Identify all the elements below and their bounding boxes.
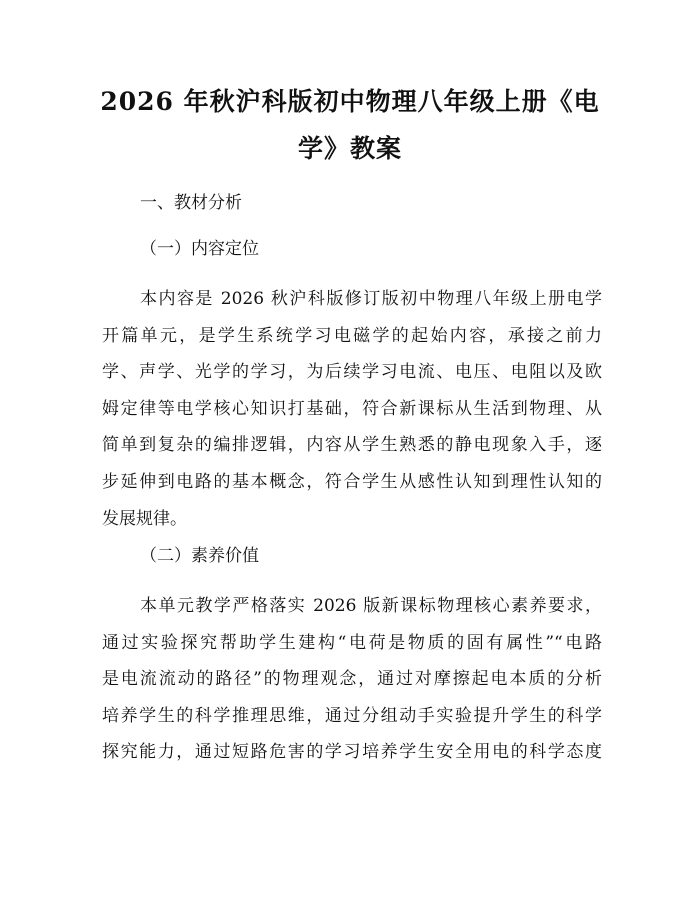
paragraph-line: 学、声学、光学的学习，为后续学习电流、电压、电阻以及欧	[102, 362, 602, 383]
title-line: 学》教案	[297, 134, 402, 163]
title-line: 2026 年秋沪科版初中物理八年级上册《电	[100, 87, 600, 116]
paragraph-line: 培养学生的科学推理思维，通过分组动手实验提升学生的科学	[102, 705, 602, 726]
paragraph-line: 通过实验探究帮助学生建构“电荷是物质的固有属性”“电路	[102, 632, 602, 653]
paragraph-line: 探究能力，通过短路危害的学习培养学生安全用电的科学态度	[102, 742, 602, 763]
paragraph-line: 开篇单元，是学生系统学习电磁学的起始内容，承接之前力	[102, 325, 602, 346]
section-heading-teaching-material-analysis: 一、教材分析	[140, 193, 242, 213]
paragraph-literacy-value	[102, 594, 602, 777]
paragraph-line: 姆定律等电学核心知识打基础，符合新课标从生活到物理、从	[102, 398, 602, 419]
paragraph-line: 本单元教学严格落实 2026 版新课标物理核心素养要求，	[140, 596, 602, 616]
subsection-heading-content-positioning: （一）内容定位	[140, 239, 259, 259]
paragraph-line: 步延伸到电路的基本概念，符合学生从感性认知到理性认知的	[102, 471, 602, 492]
paragraph-line: 发展规律。	[102, 508, 187, 529]
paragraph-line: 简单到复杂的编排逻辑，内容从学生熟悉的静电现象入手，逐	[102, 435, 602, 456]
subsection-heading-literacy-value: （二）素养价值	[140, 546, 259, 566]
paragraph-line: 是电流流动的路径”的物理观念，通过对摩擦起电本质的分析	[102, 669, 602, 690]
document-title	[100, 78, 600, 172]
paragraph-line: 本内容是 2026 秋沪科版修订版初中物理八年级上册电学	[140, 289, 602, 309]
paragraph-content-positioning	[102, 287, 602, 543]
